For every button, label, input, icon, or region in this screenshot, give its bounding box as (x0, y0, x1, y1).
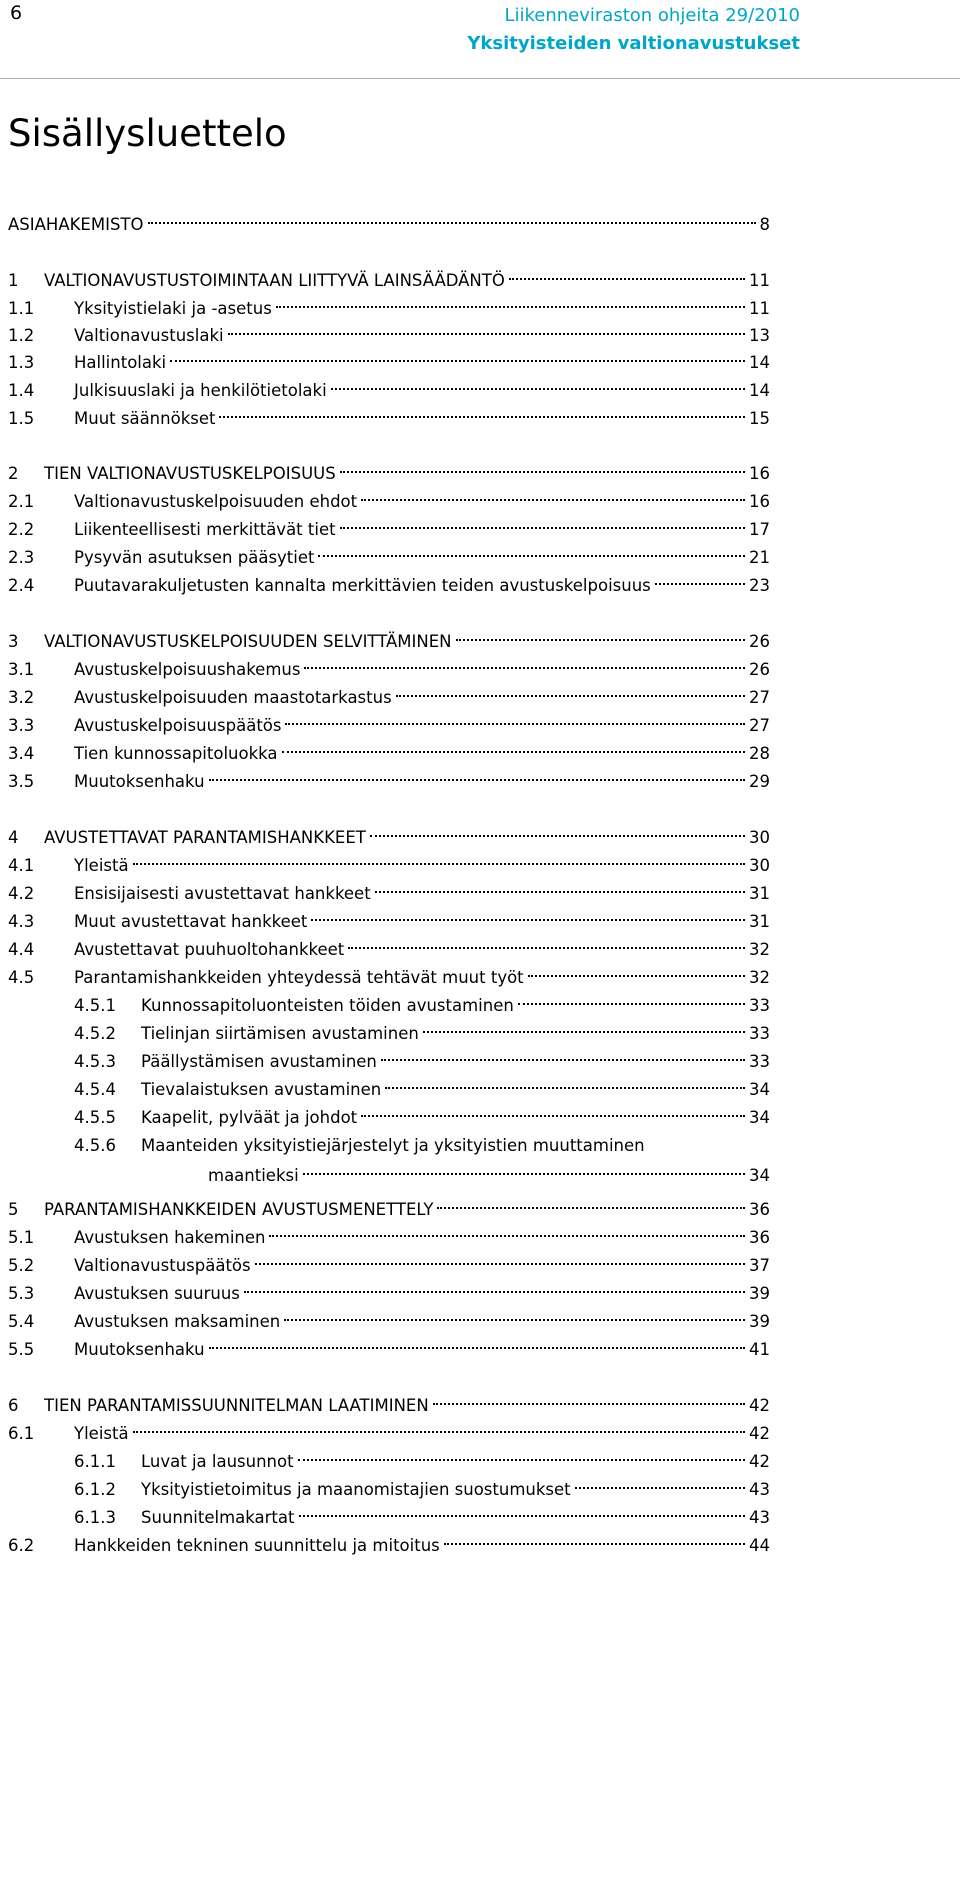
toc-entry-title: Hallintolaki (74, 353, 167, 372)
dot-leader (303, 1155, 745, 1175)
toc-entry-page: 39 (749, 1284, 770, 1303)
toc-entry-page: 43 (749, 1480, 770, 1499)
dot-leader (284, 1301, 745, 1321)
dot-leader (528, 957, 745, 977)
dot-leader (340, 509, 745, 529)
toc-entry-title: Kaapelit, pylväät ja johdot (141, 1108, 358, 1127)
toc-entry-page: 16 (749, 464, 770, 483)
toc-entry-page: 11 (749, 271, 770, 290)
toc-entry-number: 2.4 (8, 576, 35, 595)
toc-entry-page: 34 (749, 1166, 770, 1185)
toc-entry-number: 5.3 (8, 1284, 35, 1303)
toc-entry-title: Pysyvän asutuksen pääsytiet (74, 548, 315, 567)
dot-leader (148, 204, 756, 224)
toc-entry-title: Suunnitelmakartat (141, 1508, 295, 1527)
toc-entry[interactable] (8, 767, 770, 797)
toc-entry-title: Yleistä (74, 856, 129, 875)
toc-entry-page: 26 (749, 660, 770, 679)
toc-entry[interactable] (8, 404, 770, 434)
toc-entry-number: 3 (8, 632, 19, 651)
toc-entry-title: Tien kunnossapitoluokka (74, 744, 278, 763)
toc-entry-title: Julkisuuslaki ja henkilötietolaki (74, 381, 327, 400)
toc-entry-number: 1.1 (8, 299, 35, 318)
dot-leader (311, 901, 745, 921)
toc-entry-title: Avustettavat puuhuoltohankkeet (74, 940, 345, 959)
toc-entry-page: 17 (749, 520, 770, 539)
toc-entry-page: 11 (749, 299, 770, 318)
toc-entry-number: 5.5 (8, 1340, 35, 1359)
dot-leader (304, 649, 745, 669)
dot-leader (331, 370, 745, 390)
toc-entry-line (74, 1531, 770, 1561)
toc-entry-page: 27 (749, 688, 770, 707)
publication-title: Yksityisteiden valtionavustukset (467, 33, 800, 54)
toc-entry-number: 2.2 (8, 520, 35, 539)
toc-entry-page: 31 (749, 912, 770, 931)
header-right (467, 2, 800, 58)
toc-entry-page: 43 (749, 1508, 770, 1527)
toc-entry-title: Päällystämisen avustaminen (141, 1052, 377, 1071)
dot-leader (170, 342, 745, 362)
dot-leader (385, 1069, 745, 1089)
toc-entry-line (74, 571, 770, 601)
toc-entry-number: 3.4 (8, 744, 35, 763)
toc-entry-number: 1.4 (8, 381, 35, 400)
toc-entry-number: 2.3 (8, 548, 35, 567)
dot-leader (518, 985, 745, 1005)
dot-leader (361, 481, 745, 501)
page-header (0, 0, 960, 80)
header-divider (0, 78, 960, 79)
toc-heading: Sisällysluettelo (8, 112, 287, 155)
toc-entry-title: maantieksi (208, 1166, 299, 1185)
toc-entry-page: 30 (749, 828, 770, 847)
toc-entry-number: 2 (8, 464, 19, 483)
toc-entry-line (74, 767, 770, 797)
toc-entry-title: Yksityistielaki ja -asetus (74, 299, 272, 318)
toc-entry-number: 6.1.2 (74, 1480, 116, 1499)
toc-entry-page: 27 (749, 716, 770, 735)
toc-entry[interactable] (8, 1335, 770, 1365)
toc-entry-page: 42 (749, 1452, 770, 1471)
toc-entry[interactable] (8, 1131, 770, 1191)
dot-leader (133, 845, 745, 865)
toc-entry-page: 44 (749, 1536, 770, 1555)
toc-entry-number: 5.2 (8, 1256, 35, 1275)
toc-entry-page: 26 (749, 632, 770, 651)
toc-entry-title: Muutoksenhaku (74, 1340, 205, 1359)
toc-entry-page: 34 (749, 1108, 770, 1127)
toc-entry-number: 3.1 (8, 660, 35, 679)
toc-entry-number: 6.1.3 (74, 1508, 116, 1527)
dot-leader (437, 1189, 745, 1209)
toc-entry-line (8, 210, 770, 240)
toc-entry-page: 41 (749, 1340, 770, 1359)
toc-entry-page: 30 (749, 856, 770, 875)
dot-leader (348, 929, 745, 949)
toc-entry-title: Avustuksen suuruus (74, 1284, 240, 1303)
toc-entry-number: 4.3 (8, 912, 35, 931)
toc-entry-page: 31 (749, 884, 770, 903)
toc-entry-title: Yksityistietoimitus ja maanomistajien suostumukset (141, 1480, 571, 1499)
toc-entry-number: 4.1 (8, 856, 35, 875)
toc-entry-title: Avustuskelpoisuushakemus (74, 660, 301, 679)
toc-entry-number: 4.5.2 (74, 1024, 116, 1043)
toc-entry-number: 3.5 (8, 772, 35, 791)
toc-entry-page: 21 (749, 548, 770, 567)
toc-entry-title: Valtionavustuspäätös (74, 1256, 251, 1275)
toc-entry-page: 32 (749, 968, 770, 987)
toc-entry-title: Parantamishankkeiden yhteydessä tehtävät muut työt (74, 968, 524, 987)
dot-leader (655, 565, 745, 585)
dot-leader (361, 1097, 745, 1117)
toc-entry-number: 6 (8, 1396, 19, 1415)
dot-leader (433, 1385, 745, 1405)
toc-entry-page: 14 (749, 381, 770, 400)
toc-entry-page: 23 (749, 576, 770, 595)
dot-leader (456, 621, 745, 641)
toc-entry-title: Avustuksen hakeminen (74, 1228, 266, 1247)
toc-entry-number: 3.3 (8, 716, 35, 735)
dot-leader (228, 315, 745, 335)
toc-entry-title-line1: Maanteiden yksityistiejärjestelyt ja yksityistien muuttaminen (141, 1136, 645, 1155)
toc-entry[interactable] (8, 210, 770, 240)
toc-entry-page: 16 (749, 492, 770, 511)
toc-entry-number: 3.2 (8, 688, 35, 707)
toc-entry-title: Tievalaistuksen avustaminen (141, 1080, 382, 1099)
toc-entry-page: 8 (759, 215, 770, 234)
toc-entry-line (74, 404, 770, 434)
toc-entry-title: TIEN PARANTAMISSUUNNITELMAN LAATIMINEN (44, 1396, 429, 1415)
toc-entry-page: 39 (749, 1312, 770, 1331)
toc-entry-number: 6.1.1 (74, 1452, 116, 1471)
toc-entry-title: VALTIONAVUSTUSTOIMINTAAN LIITTYVÄ LAINSÄÄDÄNTÖ (44, 271, 505, 290)
toc-entry-page: 34 (749, 1080, 770, 1099)
dot-leader (282, 733, 745, 753)
toc-entry-number: 4.5.5 (74, 1108, 116, 1127)
toc-entry-number: 1.3 (8, 353, 35, 372)
dot-leader (381, 1041, 745, 1061)
toc-entry-number: 6.2 (8, 1536, 35, 1555)
dot-leader (269, 1217, 745, 1237)
toc-entry-page: 29 (749, 772, 770, 791)
dot-leader (509, 260, 745, 280)
toc-entry[interactable] (8, 571, 770, 601)
toc-entry-page: 33 (749, 1024, 770, 1043)
toc-entry-page: 32 (749, 940, 770, 959)
toc-entry-title: TIEN VALTIONAVUSTUSKELPOISUUS (44, 464, 336, 483)
toc-entry-page: 15 (749, 409, 770, 428)
toc-entry-number: 2.1 (8, 492, 35, 511)
toc-entry-title: Hankkeiden tekninen suunnittelu ja mitoitus (74, 1536, 440, 1555)
toc-entry-title: Muutoksenhaku (74, 772, 205, 791)
toc-entry-page: 42 (749, 1424, 770, 1443)
toc-entry-title: Muut säännökset (74, 409, 216, 428)
dot-leader (575, 1469, 745, 1489)
toc-entry-number: 4.2 (8, 884, 35, 903)
toc-entry-number: 4.5.3 (74, 1052, 116, 1071)
dot-leader (375, 873, 745, 893)
dot-leader (318, 537, 745, 557)
toc-entry-title: Avustuskelpoisuuspäätös (74, 716, 282, 735)
toc-entry-title: Ensisijaisesti avustettavat hankkeet (74, 884, 371, 903)
toc-entry-number: 4.5 (8, 968, 35, 987)
toc-entry-number: 4 (8, 828, 19, 847)
dot-leader (423, 1013, 745, 1033)
toc-entry-title: AVUSTETTAVAT PARANTAMISHANKKEET (44, 828, 366, 847)
toc-entry-line (141, 1103, 770, 1133)
dot-leader (444, 1525, 745, 1545)
toc-entry-number: 6.1 (8, 1424, 35, 1443)
toc-entry-number: 4.4 (8, 940, 35, 959)
toc-entry-title: Avustuskelpoisuuden maastotarkastus (74, 688, 392, 707)
toc-entry-title: Valtionavustuskelpoisuuden ehdot (74, 492, 358, 511)
toc-entry-number: 1.2 (8, 326, 35, 345)
toc-entry-title: Kunnossapitoluonteisten töiden avustaminen (141, 996, 514, 1015)
toc-entry-title: ASIAHAKEMISTO (8, 215, 144, 234)
toc-entry-number: 1.5 (8, 409, 35, 428)
toc-entry-page: 14 (749, 353, 770, 372)
toc-entry-page: 36 (749, 1228, 770, 1247)
dot-leader (285, 705, 745, 725)
toc-entry-number: 5.1 (8, 1228, 35, 1247)
dot-leader (209, 761, 745, 781)
toc-entry-title: Luvat ja lausunnot (141, 1452, 294, 1471)
toc-entry-number: 4.5.4 (74, 1080, 116, 1099)
dot-leader (299, 1497, 746, 1517)
dot-leader (370, 817, 745, 837)
toc-entry-page: 33 (749, 1052, 770, 1071)
toc-entry-title: PARANTAMISHANKKEIDEN AVUSTUSMENETTELY (44, 1200, 434, 1219)
toc-entry-number: 4.5.1 (74, 996, 116, 1015)
toc-entry-page: 36 (749, 1200, 770, 1219)
dot-leader (298, 1441, 745, 1461)
toc-entry-title: Valtionavustuslaki (74, 326, 224, 345)
toc-entry[interactable] (8, 1103, 770, 1133)
page-number: 6 (10, 2, 23, 24)
toc-entry[interactable] (8, 1531, 770, 1561)
toc-entry-page: 42 (749, 1396, 770, 1415)
toc-entry-title: VALTIONAVUSTUSKELPOISUUDEN SELVITTÄMINEN (44, 632, 452, 651)
toc-entry-title: Yleistä (74, 1424, 129, 1443)
dot-leader (276, 288, 745, 308)
toc-entry-title: Puutavarakuljetusten kannalta merkittävien teiden avustuskelpoisuus (74, 576, 651, 595)
toc-entry-number: 5.4 (8, 1312, 35, 1331)
dot-leader (396, 677, 745, 697)
toc-entry-line (74, 1335, 770, 1365)
toc-entry-page: 28 (749, 744, 770, 763)
toc-entry-title: Avustuksen maksaminen (74, 1312, 281, 1331)
toc-entry-number: 1 (8, 271, 19, 290)
toc-entry-title: Tielinjan siirtämisen avustaminen (141, 1024, 419, 1043)
dot-leader (133, 1413, 745, 1433)
toc-entry-page: 33 (749, 996, 770, 1015)
dot-leader (244, 1273, 745, 1293)
dot-leader (340, 453, 745, 473)
toc-entry-title: Liikenteellisesti merkittävät tiet (74, 520, 336, 539)
toc-entry-number: 4.5.6 (74, 1136, 116, 1155)
toc-entry-page: 13 (749, 326, 770, 345)
toc-entry-title: Muut avustettavat hankkeet (74, 912, 308, 931)
dot-leader (209, 1329, 745, 1349)
publication-series: Liikenneviraston ohjeita 29/2010 (504, 5, 800, 26)
dot-leader (219, 398, 745, 418)
toc-entry-line (208, 1161, 770, 1191)
toc-entry-number: 5 (8, 1200, 19, 1219)
dot-leader (255, 1245, 745, 1265)
toc-entry-page: 37 (749, 1256, 770, 1275)
